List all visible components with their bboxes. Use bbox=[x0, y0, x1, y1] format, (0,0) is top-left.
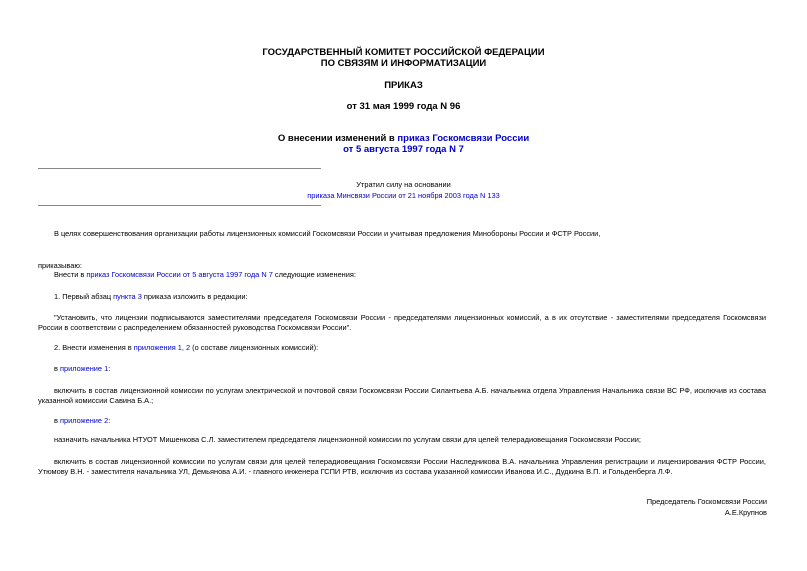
subject-date-link[interactable]: от 5 августа 1997 года N 7 bbox=[343, 144, 464, 155]
signature-title: Председатель Госкомсвязи России bbox=[646, 497, 767, 506]
doc-subject-line1 bbox=[0, 133, 807, 144]
item2-link[interactable]: приложения 1, 2 bbox=[133, 343, 191, 352]
appendix1-heading bbox=[38, 364, 766, 374]
order-word: приказываю: bbox=[38, 261, 82, 270]
amend-suffix: следующие изменения: bbox=[274, 270, 356, 279]
appendix2-prefix: в bbox=[54, 416, 58, 425]
item2-suffix: (о составе лицензионных комиссий): bbox=[192, 343, 319, 352]
status-note-link[interactable]: приказа Минсвязи России от 21 ноября 2003 года N 133 bbox=[307, 191, 500, 200]
appendix2-paragraph1: назначить начальника НТУОТ Мишенкова С.Л. заместителем председателя лицензионной комиссии по услугам связи для целей телерадиовещания Госкомсвязи России; bbox=[54, 435, 641, 444]
appendix2-suffix: : bbox=[108, 416, 111, 425]
item1-suffix: приказа изложить в редакции: bbox=[143, 292, 248, 301]
appendix2-link[interactable]: приложение 2 bbox=[60, 416, 109, 425]
amend-prefix: Внести в bbox=[54, 270, 85, 279]
appendix2-heading bbox=[38, 416, 766, 426]
appendix1-prefix: в bbox=[54, 364, 58, 373]
org-title-line1: ГОСУДАРСТВЕННЫЙ КОМИТЕТ РОССИЙСКОЙ ФЕДЕРАЦИИ bbox=[262, 47, 545, 58]
item1-paragraph bbox=[38, 292, 766, 302]
item1-link[interactable]: пункта 3 bbox=[113, 292, 142, 301]
item2-paragraph bbox=[38, 343, 766, 353]
appendix1-paragraph: включить в состав лицензионной комиссии по услугам электрической и почтовой связи Госкомсвязи России Силантьева А.Б. начальника отдела Управления Начальника связи ВС РФ, исключив из состава указанной комиссии Савина Б.А.; bbox=[38, 386, 766, 405]
appendix1-suffix: : bbox=[108, 364, 111, 373]
divider-bottom bbox=[38, 205, 321, 206]
doc-type: ПРИКАЗ bbox=[384, 80, 423, 91]
item1-prefix: 1. Первый абзац bbox=[54, 292, 112, 301]
org-title-line2: ПО СВЯЗЯМ И ИНФОРМАТИЗАЦИИ bbox=[320, 58, 487, 69]
amend-order-link[interactable]: приказ Госкомсвязи России от 5 августа 1997 года N 7 bbox=[86, 270, 273, 279]
divider-top bbox=[38, 168, 321, 169]
quote-paragraph: "Установить, что лицензии подписываются заместителями председателя Госкомсвязи России - председателями лицензионных комиссий, а в их отсутствие - заместителями председателя Госкомсвязи России в соответствии с распределением обязанностей руководства Госкомсвязи России". bbox=[38, 313, 766, 332]
doc-date: от 31 мая 1999 года N 96 bbox=[346, 101, 461, 112]
status-note-line1: Утратил силу на основании bbox=[356, 180, 451, 189]
amend-paragraph bbox=[38, 270, 766, 280]
item2-prefix: 2. Внести изменения в bbox=[54, 343, 132, 352]
signature-name: А.Е.Крупнов bbox=[724, 508, 767, 517]
appendix1-link[interactable]: приложение 1 bbox=[60, 364, 109, 373]
intro-paragraph: В целях совершенствования организации работы лицензионных комиссий Госкомсвязи России и учитывая предложения Минобороны России и ФСТР России, bbox=[54, 229, 601, 238]
appendix2-paragraph2: включить в состав лицензионной комиссии по услугам связи для целей телерадиовещания Госкомсвязи России Наследникова В.А. начальника Управления регистрации и лицензирования ФСТР России, Утюмову В.Н. - заместителя начальника УЛ, Демьянова А.И. - главного инженера ГСПИ РТВ, исключив из состава указанной комиссии Иванова И.С., Дудкина В.П. и Гольденберга Л.Ф. bbox=[38, 457, 766, 476]
subject-order-link[interactable]: приказ Госкомсвязи России bbox=[397, 133, 530, 144]
subject-prefix: О внесении изменений в bbox=[277, 133, 395, 144]
